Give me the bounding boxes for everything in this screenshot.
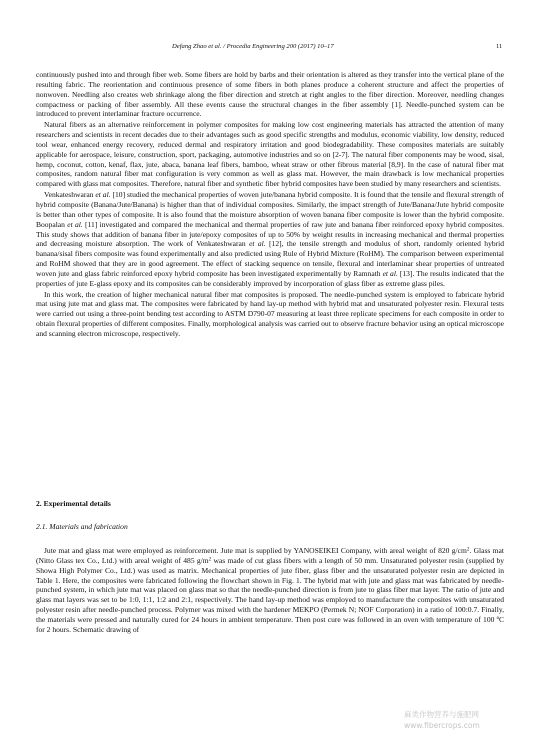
et-al: et al.: [95, 190, 111, 200]
watermark-line-1: 麻类作物营养与施肥网: [404, 710, 479, 719]
page-number: 11: [496, 43, 503, 50]
body-text-intro: [36, 70, 504, 340]
text-run: . Glass mat (Nitto Glass tex Co., Ltd.) with areal weight of 485 g/m: [36, 546, 504, 565]
et-al: et al.: [67, 219, 83, 229]
text-run: [13]. The results indicated that the properties of jute E-glass epoxy and its composites can be considerably improved by incorporation of glass fiber as extreme glass piles.: [36, 268, 505, 288]
paragraph-natural-fibers: Natural fibers as an alternative reinforcement in polymer composites for making low cost engineering materials has attracted the attention of many researchers and scientists in recent decades due to their advantages such as good specific strengths and modulus, economic viability, low density, reduced tool wear, enhanced energy recovery, reduced dermal and respiratory irritation and good biodegradability. These composites materials are suitably applicable for aerospace, leisure, construction, sport, packaging, automotive industries and so on [2-7]. The natural fiber components may be wood, sisal, hemp, coconut, cotton, kenaf, flax, jute, abaca, banana leaf fibers, bamboo, wheat straw or other fibrous material [8,9]. In the case of natural fiber mat composites, random natural fiber mat configuration is very common as well as glass mat. However, the main drawback is low mechanical properties compared with glass mat composites. Therefore, natural fiber and synthetic fiber hybrid composites have been studied by many researchers and scientists.: [36, 120, 504, 189]
running-head: Defang Zhao et al. / Procedia Engineering 200 (2017) 10–17: [172, 43, 334, 50]
subsection-heading: 2.1. Materials and fabrication: [36, 522, 128, 531]
text-run: [12], the tensile strength and modulus of short, randomly oriented hybrid banana/sisal fibers composite was found experimentally and also predicted using Rule of Hybrid Mixture (RoHM). The comparison between experimental and RoHM showed that they are in good agreement. The effect of stacking sequence on tensile, flexural and interlaminar shear properties of untreated woven jute and glass fabric reinforced epoxy hybrid composite has been investigated experimentally by Ramnath: [36, 239, 505, 278]
text-run: Jute mat and glass mat were employed as reinforcement. Jute mat is supplied by YANOSEIKEI Company, with areal weight of 820 g/cm: [44, 546, 467, 555]
text-run: [11] investigated and compared the mechanical and thermal properties of raw jute and banana fiber reinforced epoxy hybrid composites. This study shows that addition of banana fiber in jute/epoxy composites of up to 50% by weight results in increasing mechanical and thermal properties and decreasing moisture absorption. The work of Venkateshwaran: [36, 219, 505, 249]
body-text-materials: [36, 546, 504, 635]
et-al: et al.: [249, 239, 266, 249]
et-al: et al.: [382, 268, 398, 278]
text-run: [10] studied the mechanical properties of woven jute/banana hybrid composite. It is found that the tensile and flexural strength of hybrid composite (Banana/Jute/Banana) is higher than that of individual composites. Similarly, the impact strength of Jute/Banana/Jute hybrid composite is better than other types of composite. It is also found that the moisture absorption of woven banana fiber composite is lower than the hybrid composite. Boopalan: [36, 190, 504, 229]
paragraph-materials: [36, 546, 504, 635]
watermark: [404, 709, 480, 731]
text-run: was made of cut glass fibers with a length of 50 mm. Unsaturated polyester resin (supplied by Showa High Polymer Co., Ltd.) was used as matrix. Mechanical properties of jute fiber, glass fiber and the unsaturated polyester resin are depicted in Table 1. Here, the composites were fabricated following the flowchart shown in Fig. 1. The hybrid mat with jute and glass mat was fabricated by needle-punched system, in which jute mat was placed on glass mat so that the needle-punched direction is from jute to glass fiber mat layer. The ratio of jute and glass mat layers was set to be 1:0, 1:1, 1:2 and 2:1, respectively. The hand lay-up method was employed to manufacture the composites with unsaturated polyester resin after needle-punched process. Polymer was mixed with the hardener MEKPO (Permek N; NOF Corporation) in a ratio of 100:0.7. Finally, the materials were pressed and naturally cured for 24 hours in ambient temperature. Then post cure was followed in an oven with temperature of 100 ºC for 2 hours. Schematic drawing of: [36, 555, 504, 634]
paragraph-needling: continuously pushed into and through fiber web. Some fibers are hold by barbs and their orientation is altered as they transfer into the vertical plane of the resulting fabric. The reorientation and continuous presence of some fibers in both planes produce a coherent structure and affect the properties of nonwoven. Needling also creates web shrinkage along the fiber direction and stretch at right angles to the fiber direction. Moreover, needling changes compactness or packing of fiber assembly. All these events cause the structural changes in the fiber assembly [1]. Needle-punched system can be introduced to prevent interlaminar fracture occurrence.: [36, 70, 504, 119]
author-name: Venkateshwaran: [44, 190, 94, 200]
paragraph-literature-review: [36, 190, 504, 288]
paragraph-this-work: In this work, the creation of higher mechanical natural fiber mat composites is proposed. The needle-punched system is employed to fabricate hybrid mat using jute mat and glass mat. The composites were fabricated by hand lay-up method with hybrid mat and unsaturated polyester resin. Flexural tests were carried out using a three-point bending test according to ASTM D790-07 measuring at least three replicate specimens for each composite in order to obtain flexural properties of different composites. Finally, morphological analysis was carried out to observe fracture behavior using an optical microscope and scanning electron microscope, respectively.: [36, 289, 504, 338]
superscript: 2: [466, 547, 470, 553]
section-heading: 2. Experimental details: [36, 499, 111, 508]
watermark-line-2: www.fibercrops.com: [404, 721, 480, 730]
superscript: 2: [208, 557, 212, 563]
